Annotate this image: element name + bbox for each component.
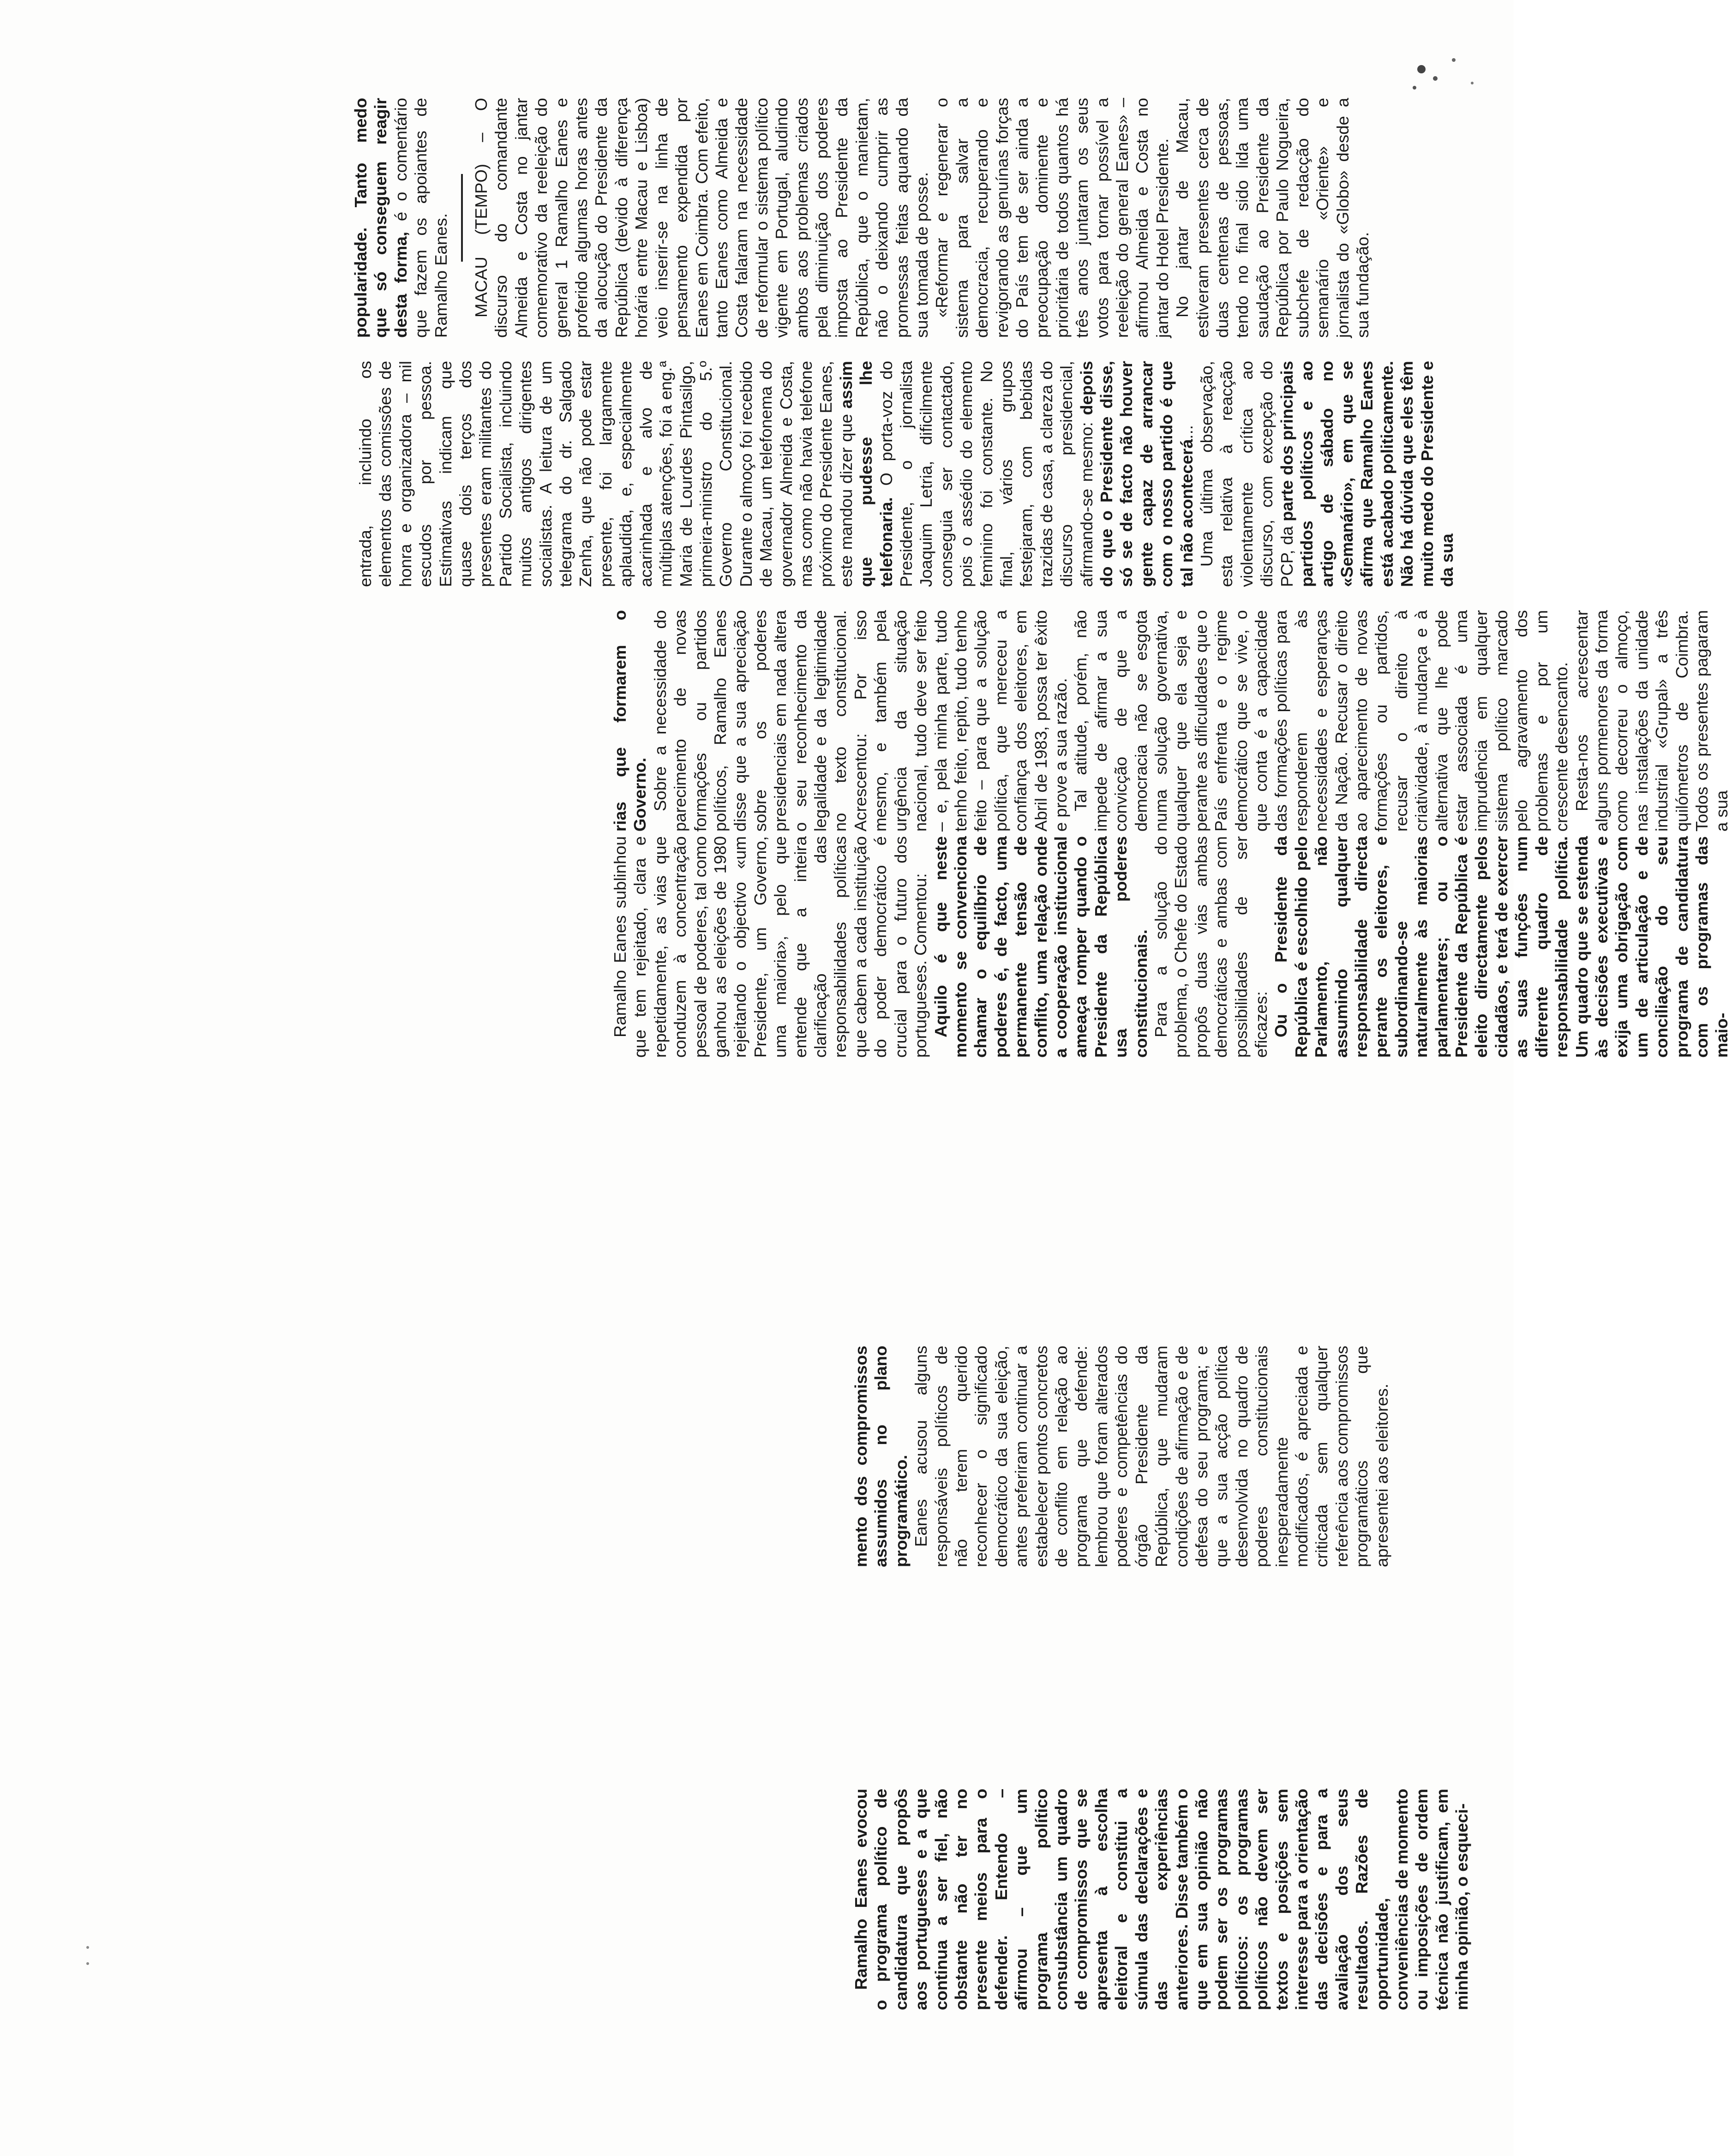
scan-speck [83,1943,92,1970]
col5-paragraph-1 [355,361,1197,587]
col5-p1-part-b: assim que pudesse lhe telefonaria. [836,361,896,587]
col5-p2-part-a: Uma última observação, esta relativa à reacção violentamente crítica ao discurso, com excepção do PCP, da [1197,361,1296,587]
col5-p2-part-b: parte dos principais partidos políticos e ao artigo de sábado no «Semanário», em que se afirma que Ramalho Eanes está acabado politicamente. Não há dúvida que eles têm muito medo do Presidente e da sua [1277,361,1456,587]
col5-paragraph-2 [1197,361,1457,587]
article-column-3 [610,836,1732,1058]
col6-paragraph-3: «Reformar e regenerar o sistema para salvar a democracia, recuperando e revigorando as genuínas forças do País tem de ser ainda a preocupação dominente e prioritária de todos quantos há três anos juntaram os seus votos para tornar possível a reeleição do general Eanes» – afirmou Almeida e Costa no jantar do Hotel Presidente. [932,98,1172,338]
col6-paragraph-4: No jantar de Macau, estiveram presentes cerca de duas centenas de pessoas, tendo no final sido lida uma saudação ao Presidente da República por Paulo Nogueira, subchefe de redacção do semanário «Oriente» e jornalista do «Globo» desde a sua fundação. [1173,98,1372,338]
col3-paragraph-1: Ramalho Eanes sublinhou que tem rejeitado, clara e repetidamente, as vias que conduzem à concentração pessoal de poderes, tal como ganhou as eleições de 1980 rejeitando o objectivo «um Presidente, um Governo, uma maioria», pelo que entende que a inteira clarificação das responsabilidades políticas que cabem a cada instituição do poder democrático é crucial para o futuro dos portugueses. Comentou: [611,836,930,1058]
col6-paragraph-1 [351,98,451,338]
article-column-6 [351,98,1372,338]
col6-paragraph-2: MACAU (TEMPO) – O discurso do comandante Almeida e Costa no jantar comemorativo da reeleição do general 1 Ramalho Eanes e proferido algumas horas antes da alocução do Presidente da República (devido à diferença horária entre Macau e Lisboa) veio inserir-se na linha de pensamento expendida por Eanes em Coimbra. Com efeito, tanto Eanes como Almeida e Costa falaram na necessidade de reformular o sistema político vigente em Portugal, aludindo ambos aos problemas criados pela diminuição dos poderes imposta ao Presidente da República, que o manietam, não o deixando cumprir as promessas feitas aquando da sua tomada de posse. [472,98,931,338]
col2-paragraph-1: mento dos compromissos assumidos no plano programático. [851,1346,911,1567]
article-column-1 [851,1789,1472,2010]
col3-paragraph-4: Ou o Presidente da República é escolhido pelo Parlamento, não assumindo qualquer responsabilidade directa perante os eleitores, e subordinando-se naturalmente às maiorias parlamentares; ou o Presidente da República é eleito directamente pelos cidadãos, e terá de exercer as suas funções num diferente quadro de responsabilidade política. Um quadro que se estenda às decisões executivas e exija uma obrigação com um de articulação e de conciliação do seu programa de candidatura com os programas das maio- [1271,836,1732,1058]
col4-paragraph-2: Sobre a necessidade do parecimento de novas formações ou partidos políticos, Ramalho Eanes disse que a sua apreciação sobre os poderes presidenciais em nada altera o seu reconhecimento da legalidade e da legitimidade no texto constitucional. Acrescentou: Por isso mesmo, e também pela urgência da situação nacional, tudo deve ser feito – e, pela minha parte, tudo tenho feito, repito, tudo tenho feito – para que a solução política, que mereceu a confiança dos eleitores, em Abril de 1983, possa ter êxito e prove a sua razão. [650,610,1070,832]
col5-p1-part-a: entrada, incluindo os elementos das comissões de honra e organizadora – mil escudos por pessoa. Estimativas indicam que quase dois terços dos presentes eram militantes do Partido Socialista, incluindo muitos antigos dirigentes socialistas. A leitura de um telegrama do dr. Salgado Zenha, que não pode estar presente, foi largamente aplaudida, e, especialmente acarinhada e alvo de múltiplas atenções, foi a eng.ª Maria de Lourdes Pintasilgo, primeira-ministro do 5.º Governo Constitucional. Durante o almoço foi recebido de Macau, um telefonema do governador Almeida e Costa, mas como não havia telefone próximo do Presidente Eanes, este mandou dizer que [356,361,856,587]
article-column-4 [610,610,1732,832]
col5-p1-part-c: O porta-voz do Presidente, o jornalista Joaquim Letria, dificilmente conseguia ser contactado, pois o assédio do elemento feminino foi constante. No final, vários grupos festejaram, com bebidas trazidas de casa, a clareza do discurso presidencial, afirmando-se mesmo: [876,361,1096,587]
section-divider-rule [461,174,463,262]
col4-paragraph-4: Resta-nos acrescentar alguns pormenores da forma como decorreu o almoço, nas instalações da unidade industrial «Grupal» a três quilómetros de Coimbra. Todos os presentes pagaram a sua [1572,610,1732,832]
col4-paragraph-1: rias que formarem o Governo. [611,610,650,832]
col4-paragraph-3: Tal atitude, porém, não impede de afirmar a sua convicção de que a democracia não se esgota numa solução governativa, qualquer que ela seja e perante as dificuldades que o País enfrenta e o regime democrático que se vive, o que conta é a capacidade das formações políticas para responderem às necessidades e esperanças da Nação. Recusar o direito ao aparecimento de novas formações ou partidos, recusar o direito à criatividade, à mudança e à alternativa que lhe pode estar associada é uma imprudência em qualquer sistema político marcado pelo agravamento dos problemas e por um crescente desencanto. [1071,610,1571,832]
scan-smudge-mark [1403,28,1495,111]
col2-paragraph-2: Eanes acusou alguns responsáveis políticos de não terem querido reconhecer o significado democrático da sua eleição, antes preferiram continuar a estabelecer pontos concretos de conflito em relação ao programa que defende: lembrou que foram alterados poderes e competências do órgão Presidente da República, que mudaram condições de afirmação e de defesa do seu programa; e que a sua acção política desenvolvida no quadro de poderes constitucionais inesperadamente modificados, é apreciada e criticada sem qualquer referência aos compromissos programáticos que apresentei aos eleitores. [911,1346,1391,1567]
col3-paragraph-2: Aquilo é que neste momento se convenciona chamar o equilíbrio de poderes é, de facto, uma permanente tensão de conflito, uma relação onde a cooperação institucional ameaça romper quando o Presidente da República usa poderes constitucionais. [931,836,1151,1058]
article-column-2 [851,1346,1391,1567]
col5-p1-part-d: depois do que o Presidente disse, só se de facto não houver gente capaz de arrancar com o nosso partido é que tal não acontecerá [1077,361,1196,587]
col3-paragraph-3: Para a solução do problema, o Chefe do Estado propôs duas vias ambas democráticas e ambas com possibilidades de ser eficazes: [1151,836,1271,1058]
col5-p1-part-e: ... [1177,425,1196,439]
article-column-5 [355,361,1456,587]
col6-p1-part-b: é o comentário que fazem os apoiantes de Ramalho Eanes. [391,98,450,338]
col1-paragraph-1: Ramalho Eanes evocou o programa político de candidatura que propôs aos portugueses e a que continua a ser fiel, não obstante não ter no presente meios para o defender. Entendo – afirmou – que um programa político consubstância um quadro de compromissos que se apresenta à escolha eleitoral e constitui a súmula das declarações e das experiências anteriores. Disse também o que em sua opinião não podem ser os programas políticos: os programas políticos não devem ser textos e posições sem interesse para a orientação das decisões e para a avaliação dos seus resultados. Razões de oportunidade, conveniências de momento ou imposições de ordem técnica não justificam, em minha opinião, o esqueci- [851,1789,1472,2010]
col6-p1-part-a: popularidade. Tanto medo que só conseguem reagir desta forma, [351,98,410,338]
